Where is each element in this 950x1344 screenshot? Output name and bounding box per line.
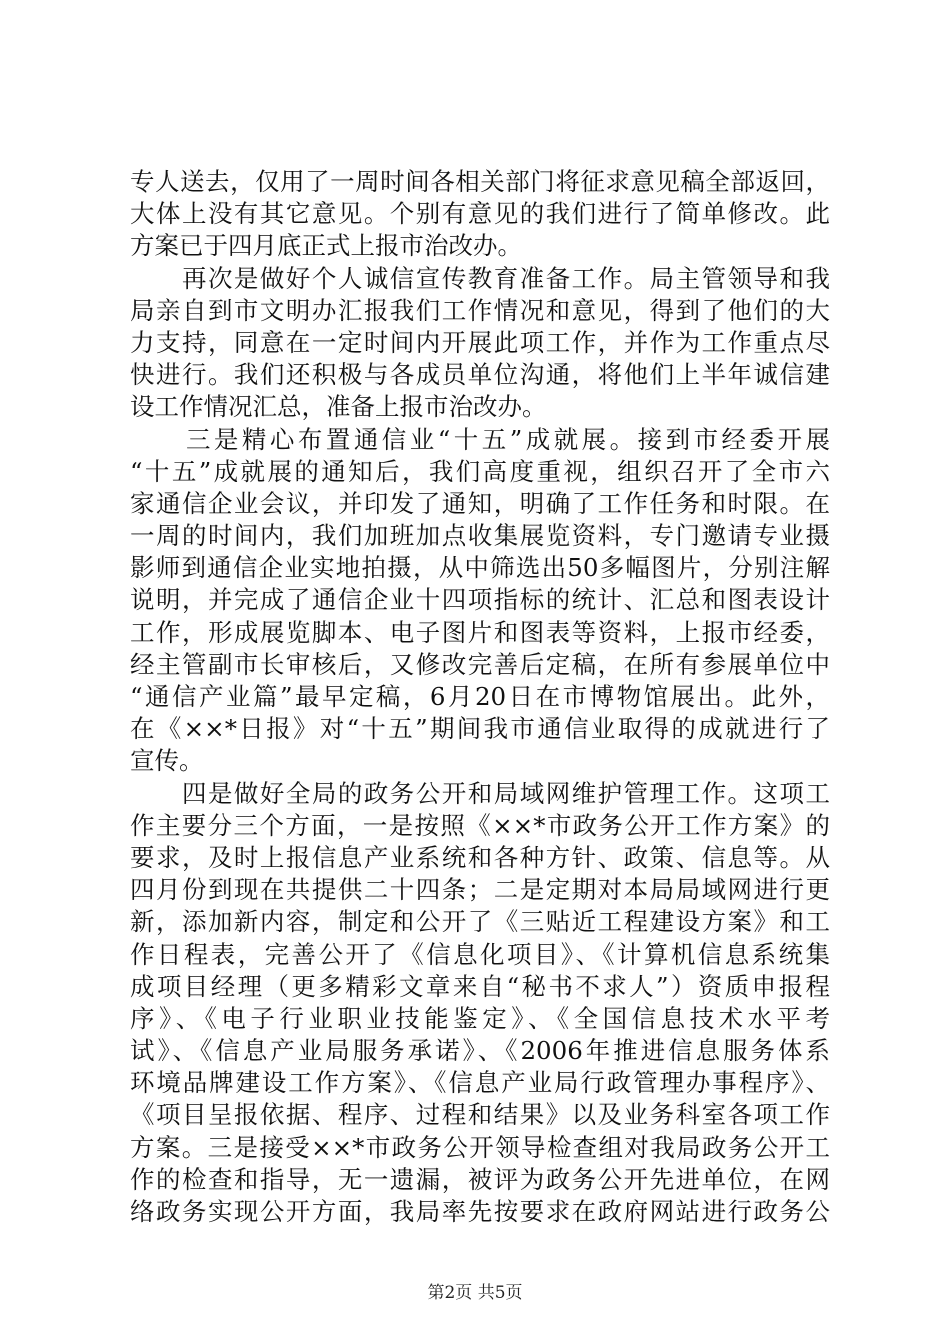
text-line: 四是做好全局的政务公开和局域网维护管理工作。这项工 <box>130 778 830 808</box>
text-line: 作主要分三个方面，一是按照《××*市政务公开工作方案》的 <box>130 810 830 840</box>
text-line: 方案。三是接受××*市政务公开领导检查组对我局政务公开工 <box>130 1132 830 1162</box>
text-line: 作日程表，完善公开了《信息化项目》、《计算机信息系统集 <box>130 939 830 969</box>
text-line: 序》、《电子行业职业技能鉴定》、《全国信息技术水平考 <box>130 1003 830 1033</box>
text-line: 要求，及时上报信息产业系统和各种方针、政策、信息等。从 <box>130 842 830 872</box>
text-line: 三是精心布置通信业“十五”成就展。接到市经委开展 <box>130 424 830 454</box>
text-line: 工作，形成展览脚本、电子图片和图表等资料，上报市经委， <box>130 617 830 647</box>
text-line: 再次是做好个人诚信宣传教育准备工作。局主管领导和我 <box>130 263 830 293</box>
document-body <box>130 166 830 1228</box>
text-line: 作的检查和指导，无一遗漏，被评为政务公开先进单位，在网 <box>130 1164 830 1194</box>
text-line: “通信产业篇”最早定稿，6月20日在市博物馆展出。此外， <box>130 682 830 711</box>
text-line: 新，添加新内容，制定和公开了《三贴近工程建设方案》和工 <box>130 907 830 937</box>
text-line: 宣传。 <box>130 746 204 776</box>
text-line: 四月份到现在共提供二十四条；二是定期对本局局域网进行更 <box>130 875 830 905</box>
text-line: 经主管副市长审核后，又修改完善后定稿，在所有参展单位中 <box>130 649 830 679</box>
text-line: 影师到通信企业实地拍摄，从中筛选出50多幅图片，分别注解 <box>130 553 830 583</box>
text-line: 设工作情况汇总，准备上报市治改办。 <box>130 392 547 422</box>
text-line: 方案已于四月底正式上报市治改办。 <box>130 231 522 261</box>
text-line: 络政务实现公开方面，我局率先按要求在政府网站进行政务公 <box>130 1197 830 1226</box>
text-line: 环境品牌建设工作方案》、《信息产业局行政管理办事程序》、 <box>130 1068 830 1098</box>
text-line: 《项目呈报依据、程序、过程和结果》以及业务科室各项工作 <box>130 1100 830 1130</box>
text-line: 快进行。我们还积极与各成员单位沟通，将他们上半年诚信建 <box>130 360 830 390</box>
text-line: 试》、《信息产业局服务承诺》、《2006年推进信息服务体系 <box>130 1036 830 1066</box>
text-line: 在《××*日报》对“十五”期间我市通信业取得的成就进行了 <box>130 714 830 744</box>
text-line: 说明，并完成了通信企业十四项指标的统计、汇总和图表设计 <box>130 585 830 615</box>
text-line: 力支持，同意在一定时间内开展此项工作，并作为工作重点尽 <box>130 327 830 357</box>
text-line: 家通信企业会议，并印发了通知，明确了工作任务和时限。在 <box>130 488 830 518</box>
text-line: 大体上没有其它意见。个别有意见的我们进行了简单修改。此 <box>130 199 830 229</box>
page-footer <box>0 1278 950 1303</box>
text-line: 专人送去，仅用了一周时间各相关部门将征求意见稿全部返回， <box>130 167 830 196</box>
text-line: 成项目经理（更多精彩文章来自“秘书不求人”）资质申报程 <box>130 971 830 1001</box>
text-line: 一周的时间内，我们加班加点收集展览资料，专门邀请专业摄 <box>130 521 830 551</box>
page-number: 第2页 共5页 <box>427 1283 523 1303</box>
text-line: 局亲自到市文明办汇报我们工作情况和意见，得到了他们的大 <box>130 295 830 325</box>
text-line: “十五”成就展的通知后，我们高度重视，组织召开了全市六 <box>130 456 830 486</box>
